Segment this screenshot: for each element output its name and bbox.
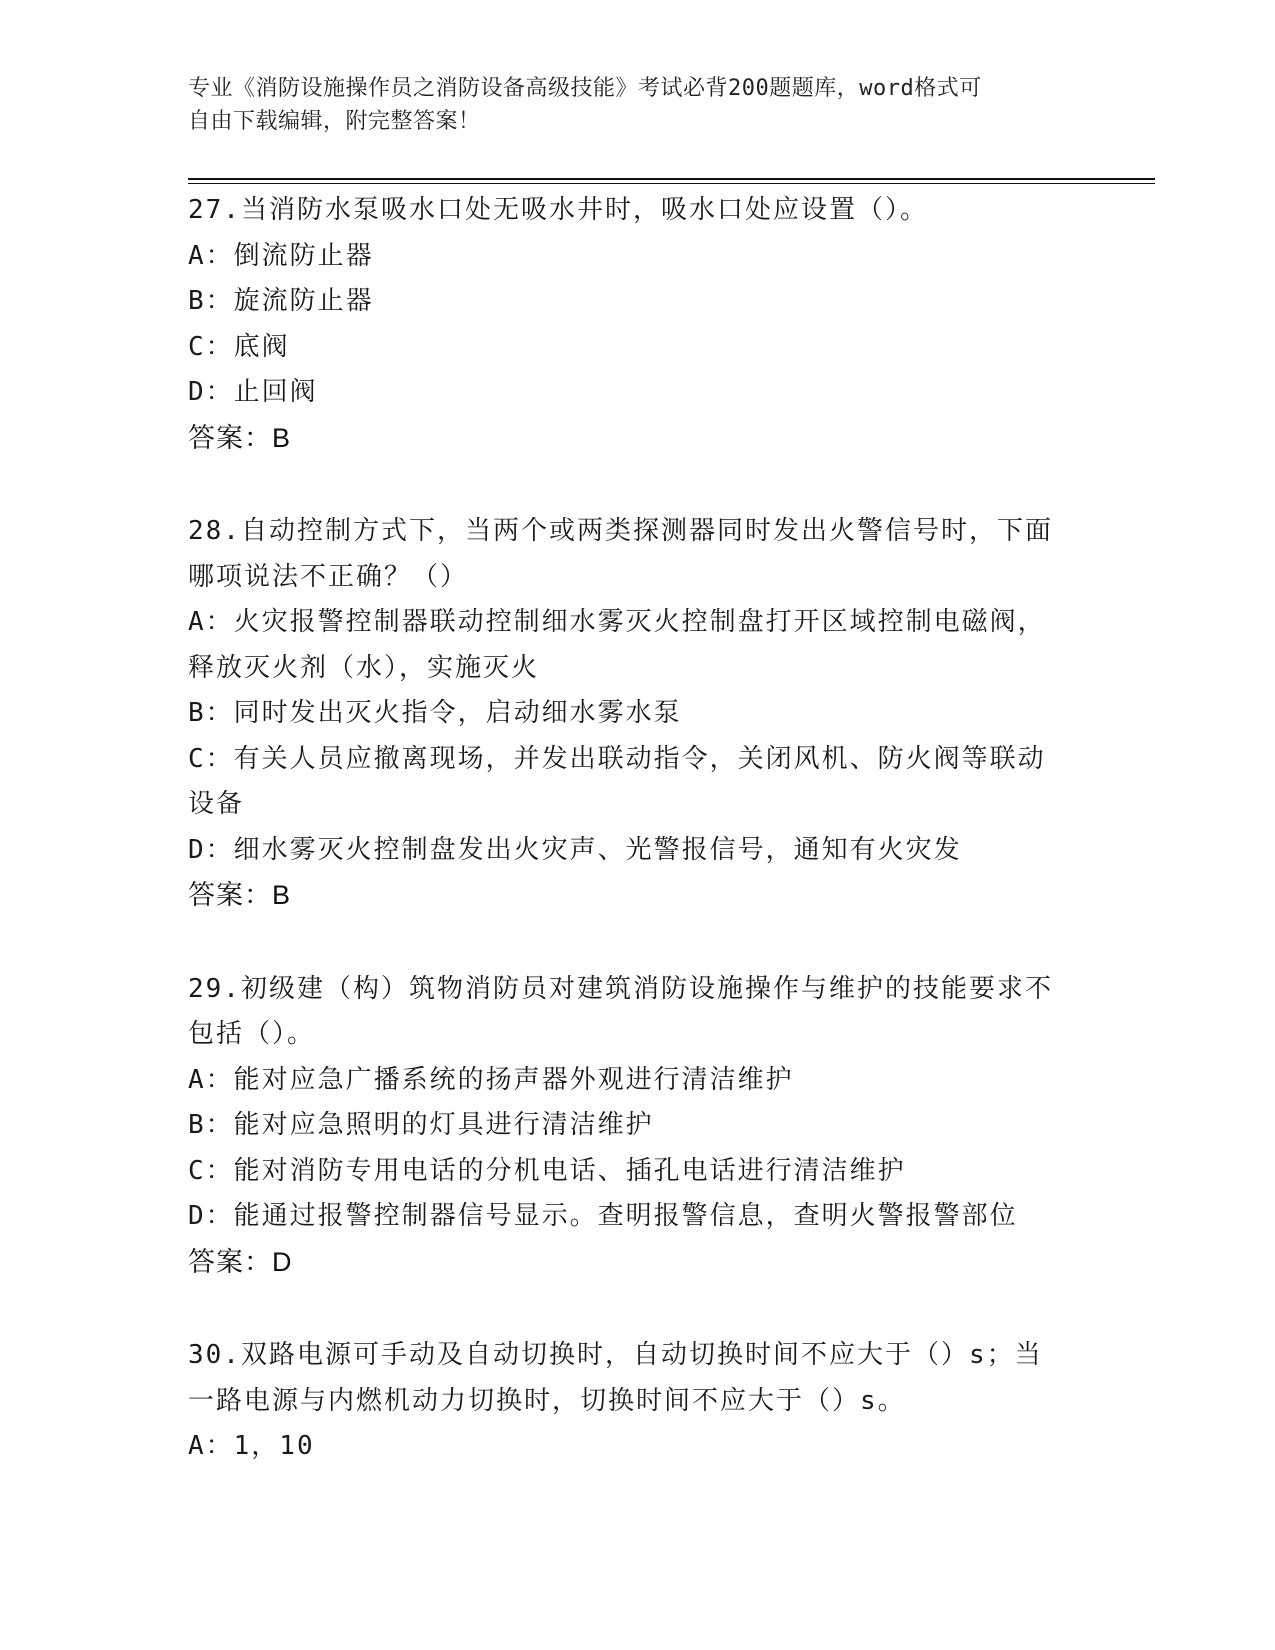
- question-block: [188, 1333, 1088, 1470]
- answer-option: C：能对消防专用电话的分机电话、插孔电话进行清洁维护: [188, 1155, 906, 1186]
- question-stem: 一路电源与内燃机动力切换时，切换时间不应大于（）s。: [188, 1385, 906, 1416]
- answer-option: D：能通过报警控制器信号显示。查明报警信息，查明火警报警部位: [188, 1201, 1018, 1231]
- answer-option: 设备: [188, 789, 245, 819]
- answer-option: A：1，10: [188, 1431, 315, 1461]
- answer-option: 释放灭火剂（水），实施灭火: [188, 652, 540, 683]
- answer-option: C：底阀: [188, 331, 290, 362]
- document-header: [188, 72, 1068, 138]
- question-list: [188, 188, 1088, 1518]
- answer-option: B：能对应急照明的灯具进行清洁维护: [188, 1110, 654, 1140]
- header-divider-thick: [188, 178, 1155, 180]
- answer-option: A：倒流防止器: [188, 240, 374, 271]
- answer-option: B：旋流防止器: [188, 286, 374, 316]
- question-stem: 哪项说法不正确？（）: [188, 561, 469, 592]
- answer-option: A：火灾报警控制器联动控制细水雾灭火控制盘打开区域控制电磁阀，: [188, 607, 1046, 637]
- answer-option: A：能对应急广播系统的扬声器外观进行清洁维护: [188, 1064, 794, 1095]
- header-line-2: 自由下载编辑，附完整答案！: [188, 109, 481, 134]
- answer-key: 答案：B: [188, 880, 292, 910]
- answer-option: D：止回阀: [188, 377, 318, 407]
- question-stem: 28.自动控制方式下，当两个或两类探测器同时发出火警信号时，下面: [188, 516, 1053, 546]
- question-block: [188, 188, 1088, 461]
- question-block: [188, 509, 1088, 919]
- answer-option: C：有关人员应撤离现场，并发出联动指令，关闭风机、防火阀等联动: [188, 743, 1046, 774]
- question-stem: 29.初级建（构）筑物消防员对建筑消防设施操作与维护的技能要求不: [188, 973, 1053, 1004]
- question-stem: 27.当消防水泵吸水口处无吸水井时，吸水口处应设置（）。: [188, 195, 928, 225]
- header-line-1: 专业《消防设施操作员之消防设备高级技能》考试必背200题题库，word格式可: [188, 76, 982, 101]
- answer-option: B：同时发出灭火指令，启动细水雾水泵: [188, 698, 682, 728]
- answer-key: 答案：D: [188, 1246, 293, 1277]
- header-divider-thin: [188, 183, 1155, 184]
- answer-option: D：细水雾灭火控制盘发出火灾声、光警报信号，通知有火灾发: [188, 834, 962, 865]
- answer-key: 答案：B: [188, 422, 292, 453]
- question-stem: 30.双路电源可手动及自动切换时，自动切换时间不应大于（）s；当: [188, 1340, 1043, 1370]
- question-block: [188, 967, 1088, 1286]
- question-stem: 包括（）。: [188, 1019, 316, 1049]
